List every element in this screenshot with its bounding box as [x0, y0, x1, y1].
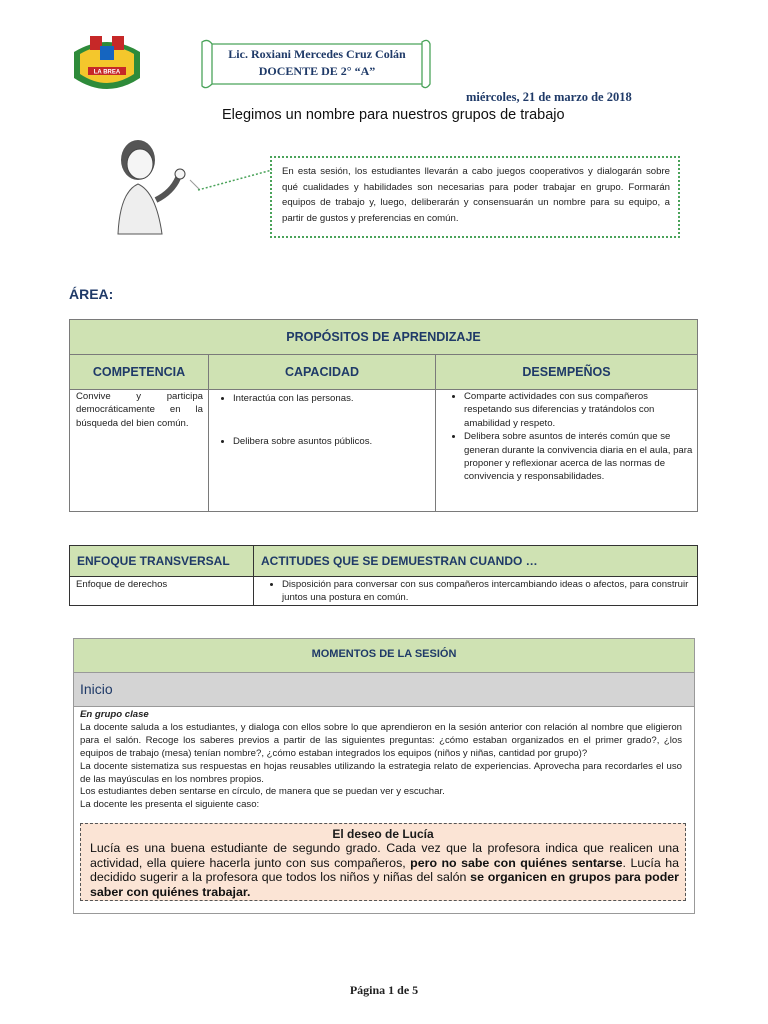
case-text: Lucía es una buena estudiante de segundo grado. Cada vez que la profesora indica que realicen una actividad, ella quiere hacerla junto con sus compañeros, pero no sabe con quiénes sentarse. Lucía ha decidido sugerir a la profesora que todos los niños y niñas del salón se organicen en grupos para poder saber con quiénes trabajar.: [90, 841, 680, 899]
intro-text: En esta sesión, los estudiantes llevarán a cabo juegos cooperativos y dialogarán sobre qué cualidades y habilidades son necesarias para poder trabajar en grupo. Formarán equipos de trabajo y, luego, deliberarán y consensuarán un nombre para su equipo, a partir de gustos y preferencias en común.: [282, 166, 670, 224]
learning-purposes-table: [69, 319, 698, 512]
inicio-paragraph: La docente les presenta el siguiente caso:: [80, 799, 260, 811]
col-competencia: COMPETENCIA: [70, 355, 209, 390]
inicio-body: [80, 709, 682, 812]
teacher-header: [212, 46, 422, 80]
bubble-pointer: [196, 168, 276, 194]
competencia-cell: Convive y participa democráticamente en la búsqueda del bien común.: [70, 390, 209, 512]
desempeno-item: • Comparte actividades con sus compañeros respetando sus diferencias y tratándolos con amabilidad y respeto.: [464, 390, 693, 430]
capacidad-cell: [209, 390, 436, 512]
col-actitudes: ACTITUDES QUE SE DEMUESTRAN CUANDO …: [254, 546, 698, 577]
case-title: El deseo de Lucía: [332, 827, 434, 841]
intro-speech-bubble: [270, 156, 680, 238]
col-desempenos: DESEMPEÑOS: [436, 355, 698, 390]
session-date: miércoles, 21 de marzo de 2018: [466, 90, 632, 104]
col-capacidad: CAPACIDAD: [209, 355, 436, 390]
actitud-cell: [254, 577, 698, 606]
session-title: Elegimos un nombre para nuestros grupos de trabajo: [222, 107, 565, 123]
purposes-title: PROPÓSITOS DE APRENDIZAJE: [70, 320, 698, 355]
case-box: [80, 823, 686, 901]
area-label: ÁREA:: [69, 286, 114, 302]
teacher-grade: DOCENTE DE 2° “A”: [258, 64, 376, 78]
group-label: En grupo clase: [80, 709, 149, 720]
desempeno-item: • Delibera sobre asuntos de interés común que se generan durante la convivencia diaria en el aula, para proponer y reflexionar acerca de las normas de convivencia y responsabilidades.: [464, 430, 693, 484]
teacher-name: Lic. Roxiani Mercedes Cruz Colán: [228, 47, 406, 61]
inicio-paragraph: Los estudiantes deben sentarse en círculo, de manera que se puedan ver y escuchar.: [80, 786, 445, 798]
enfoque-cell: Enfoque de derechos: [70, 577, 254, 606]
girl-illustration: [104, 134, 200, 238]
page-number: Página 1 de 5: [349, 983, 419, 997]
col-enfoque: ENFOQUE TRANSVERSAL: [70, 546, 254, 577]
inicio-label: Inicio: [80, 681, 113, 697]
capacidad-item: • Interactúa con las personas.: [233, 392, 435, 405]
desempenos-cell: [436, 390, 698, 512]
school-logo: [68, 30, 146, 100]
logo-text: LA BREA: [93, 69, 121, 76]
inicio-paragraph: La docente sistematiza sus respuestas en hojas reusables utilizando la estrategia relato de experiencias. Aprovecha para recordarles el uso de las mayúsculas en los nombres propios.: [80, 760, 682, 785]
inicio-header: [74, 673, 694, 707]
inicio-paragraph: La docente saluda a los estudiantes, y dialoga con ellos sobre lo que aprendieron en la sesión anterior con relación al nombre que eligieron para el salón. Recoge los saberes previos a partir de las siguientes preguntas: ¿cómo estaban organizados en el primer grado?, ¿los equipos de trabajo (mesa) tenían nombre?, ¿cómo estaban integrados los equipos (niños y niñas, cantidad por grupo)?: [80, 721, 682, 759]
capacidad-item: • Delibera sobre asuntos públicos.: [233, 435, 435, 448]
actitud-item: • Disposición para conversar con sus compañeros intercambiando ideas o afectos, para construir juntos una postura en común.: [282, 578, 693, 605]
cross-cutting-approach-table: [69, 545, 698, 606]
session-moments-title: MOMENTOS DE LA SESIÓN: [74, 639, 694, 673]
